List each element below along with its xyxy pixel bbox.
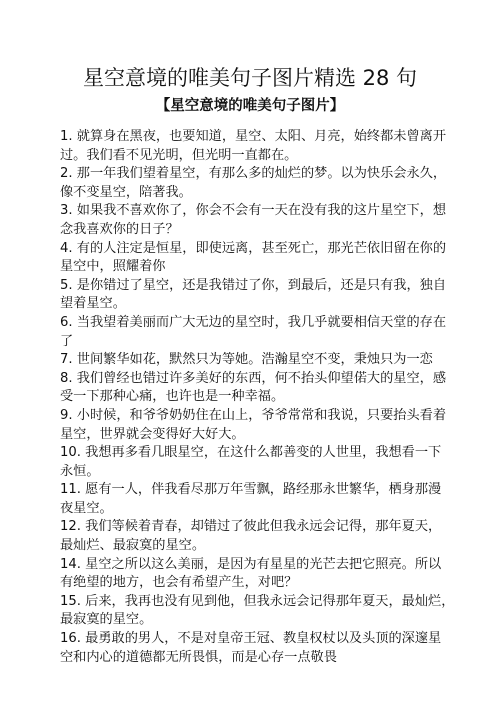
- text-line: 永恒。: [60, 463, 100, 479]
- text-line: 夜星空。: [60, 500, 113, 516]
- text-line: 有绝望的地方，也会有希望产生，对吧？: [60, 575, 298, 591]
- text-line: 星空，世界就会变得好大好大。: [60, 426, 245, 442]
- text-line: 11. 愿有一人，伴我看尽那万年雪飘，路经那永世繁华，栖身那漫: [60, 482, 442, 498]
- text-line: 念我喜欢你的日子？: [60, 221, 179, 237]
- text-line: 9. 小时候，和爷爷奶奶住在山上，爷爷常常和我说，只要抬头看着: [60, 407, 447, 423]
- text-line: 6. 当我望着美丽而广大无边的星空时，我几乎就要相信天堂的存在: [60, 314, 447, 330]
- text-line: 过。我们看不见光明，但光明一直都在。: [60, 147, 298, 163]
- page-title: 星空意境的唯美句子图片精选 28 句: [82, 66, 418, 90]
- text-line: 10. 我想再多看几眼星空，在这什么都善变的人世里，我想看一下: [60, 445, 442, 461]
- text-line: 了: [60, 333, 74, 349]
- text-line: 4. 有的人注定是恒星，即使远离，甚至死亡，那光芒依旧留在你的: [60, 240, 447, 256]
- text-line: 12. 我们等候着青春，却错过了彼此但我永远会记得，那年夏天，: [60, 519, 442, 535]
- text-line: 15. 后来，我再也没有见到他，但我永远会记得那年夏天，最灿烂，: [60, 593, 455, 609]
- page-subtitle: 【星空意境的唯美句子图片】: [155, 98, 345, 114]
- text-line: 1. 就算身在黑夜，也要知道，星空、太阳、月亮，始终都未曾离开: [60, 129, 447, 144]
- text-line: 16. 最勇敢的男人，不是对皇帝王冠、教皇权杖以及头顶的深邃星: [60, 631, 442, 647]
- text-line: 空和内心的道德都无所畏惧，而是心存一点敬畏: [60, 649, 337, 665]
- text-line: 2. 那一年我们望着星空，有那么多的灿烂的梦。以为快乐会永久，: [60, 166, 447, 182]
- text-line: 星空中，照耀着你: [60, 259, 166, 275]
- text-line: 最寂寞的星空。: [60, 612, 153, 628]
- text-line: 像不变星空，陪著我。: [60, 184, 192, 200]
- text-line: 受一下那种心痛，也许也是一种幸福。: [60, 389, 285, 405]
- text-line: 7. 世间繁华如花，默然只为等她。浩瀚星空不变，秉烛只为一恋: [60, 352, 433, 368]
- text-line: 8. 我们曾经也错过许多美好的东西，何不抬头仰望偌大的星空，感: [60, 370, 447, 386]
- text-line: 5. 是你错过了星空，还是我错过了你，到最后，还是只有我，独自: [60, 277, 447, 293]
- body-text: [60, 128, 455, 667]
- text-line: 14. 星空之所以这么美丽，是因为有星星的光芒去把它照亮。所以: [60, 556, 442, 572]
- text-line: 3. 如果我不喜欢你了，你会不会有一天在没有我的这片星空下，想: [60, 203, 447, 219]
- text-line: 最灿烂、最寂寞的星空。: [60, 538, 206, 554]
- text-line: 望着星空。: [60, 296, 126, 312]
